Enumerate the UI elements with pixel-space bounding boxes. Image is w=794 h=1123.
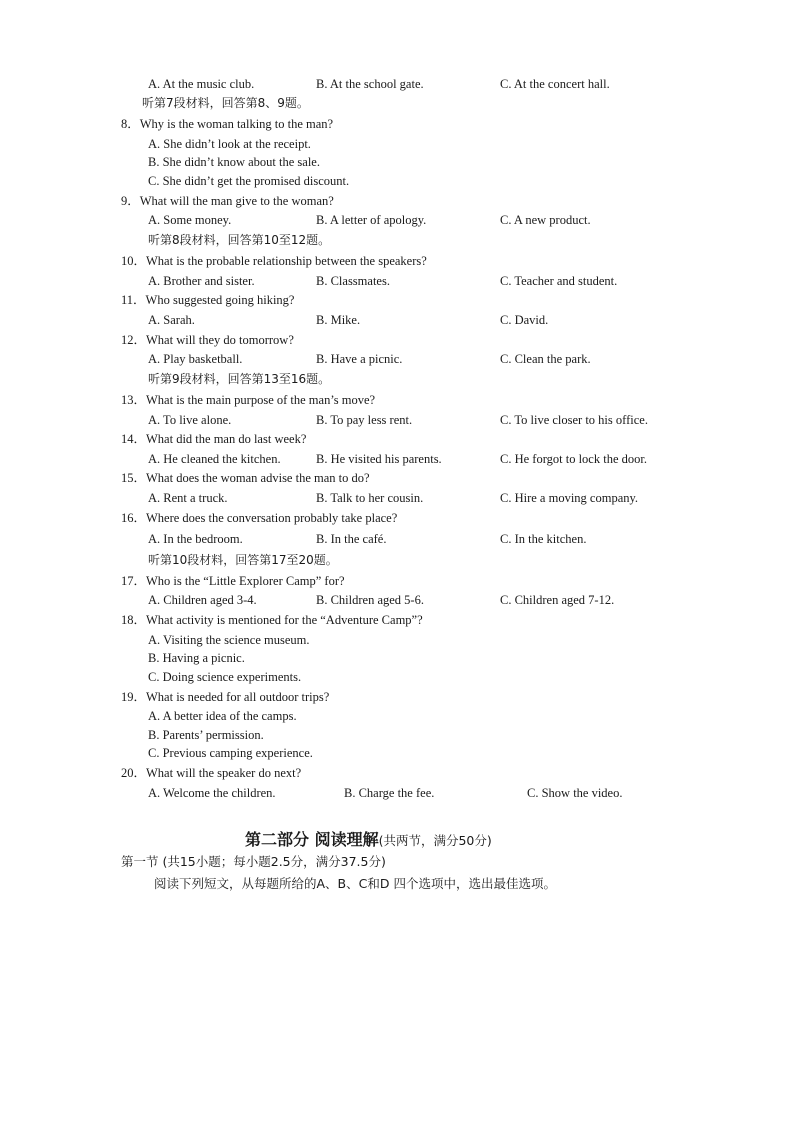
part-two-subtitle: (共两节，满分50分) <box>378 833 492 848</box>
option-c: C. She didn’t get the promised discount. <box>148 174 350 188</box>
option-a: A. Rent a truck. <box>148 491 228 505</box>
option-c: C. At the concert hall. <box>500 77 610 91</box>
option-b: B. A letter of apology. <box>316 213 427 227</box>
option-c: C. Teacher and student. <box>500 274 618 288</box>
option-c: C. He forgot to lock the door. <box>500 452 647 466</box>
question-19: 19．What is needed for all outdoor trips? <box>121 690 330 704</box>
material-9-instruction: 听第9段材料，回答第13至16题。 <box>148 372 331 386</box>
option-c: C. David. <box>500 313 549 327</box>
question-17: 17．Who is the “Little Explorer Camp” for? <box>121 574 345 588</box>
option-a: A. Play basketball. <box>148 352 243 366</box>
option-c: C. A new product. <box>500 213 591 227</box>
option-b: B. Mike. <box>316 313 361 327</box>
option-a: A. At the music club. <box>148 77 255 91</box>
option-b: B. To pay less rent. <box>316 413 413 427</box>
question-16: 16．Where does the conversation probably take place? <box>121 511 398 525</box>
option-b: B. Children aged 5-6. <box>316 593 424 607</box>
option-a: A. Welcome the children. <box>148 786 276 800</box>
option-a: A. Children aged 3-4. <box>148 593 257 607</box>
material-8-instruction: 听第8段材料，回答第10至12题。 <box>148 233 331 247</box>
question-12: 12．What will they do tomorrow? <box>121 333 294 347</box>
option-a: A. To live alone. <box>148 413 232 427</box>
option-b: B. He visited his parents. <box>316 452 442 466</box>
option-b: B. Classmates. <box>316 274 390 288</box>
option-c: C. To live closer to his office. <box>500 413 648 427</box>
section-one-heading: 第一节 (共15小题；每小题2.5分，满分37.5分) <box>121 854 386 869</box>
option-b: B. In the café. <box>316 532 387 546</box>
option-c: C. Show the video. <box>527 786 623 800</box>
part-two-title: 第二部分 阅读理解 <box>245 830 379 849</box>
part-two-heading <box>245 827 492 850</box>
option-b: B. Talk to her cousin. <box>316 491 424 505</box>
option-a: A. Sarah. <box>148 313 195 327</box>
question-8: 8．Why is the woman talking to the man? <box>121 117 334 131</box>
option-c: C. Doing science experiments. <box>148 670 302 684</box>
question-9: 9．What will the man give to the woman? <box>121 194 334 208</box>
option-a: A. In the bedroom. <box>148 532 243 546</box>
option-b: B. She didn’t know about the sale. <box>148 155 320 169</box>
option-a: A. She didn’t look at the receipt. <box>148 137 311 151</box>
option-c: C. Previous camping experience. <box>148 746 313 760</box>
question-10: 10．What is the probable relationship between the speakers? <box>121 254 427 268</box>
option-a: A. Brother and sister. <box>148 274 255 288</box>
question-13: 13．What is the main purpose of the man’s move? <box>121 393 376 407</box>
question-15: 15．What does the woman advise the man to do? <box>121 471 370 485</box>
question-11: 11．Who suggested going hiking? <box>121 293 295 307</box>
option-c: C. Hire a moving company. <box>500 491 639 505</box>
reading-instruction: 阅读下列短文，从每题所给的A、B、C和D 四个选项中，选出最佳选项。 <box>154 876 556 891</box>
option-a: A. He cleaned the kitchen. <box>148 452 281 466</box>
material-7-instruction: 听第7段材料，回答第8、9题。 <box>142 96 309 110</box>
option-a: A. A better idea of the camps. <box>148 709 297 723</box>
option-b: B. Having a picnic. <box>148 651 245 665</box>
option-b: B. At the school gate. <box>316 77 424 91</box>
option-b: B. Charge the fee. <box>344 786 435 800</box>
option-c: C. In the kitchen. <box>500 532 587 546</box>
option-a: A. Visiting the science museum. <box>148 633 310 647</box>
question-20: 20．What will the speaker do next? <box>121 766 302 780</box>
option-c: C. Children aged 7-12. <box>500 593 615 607</box>
question-14: 14．What did the man do last week? <box>121 432 307 446</box>
option-b: B. Have a picnic. <box>316 352 403 366</box>
option-a: A. Some money. <box>148 213 232 227</box>
material-10-instruction: 听第10段材料，回答第17至20题。 <box>148 553 338 567</box>
option-b: B. Parents’ permission. <box>148 728 264 742</box>
question-18: 18．What activity is mentioned for the “Adventure Camp”? <box>121 613 423 627</box>
option-c: C. Clean the park. <box>500 352 591 366</box>
